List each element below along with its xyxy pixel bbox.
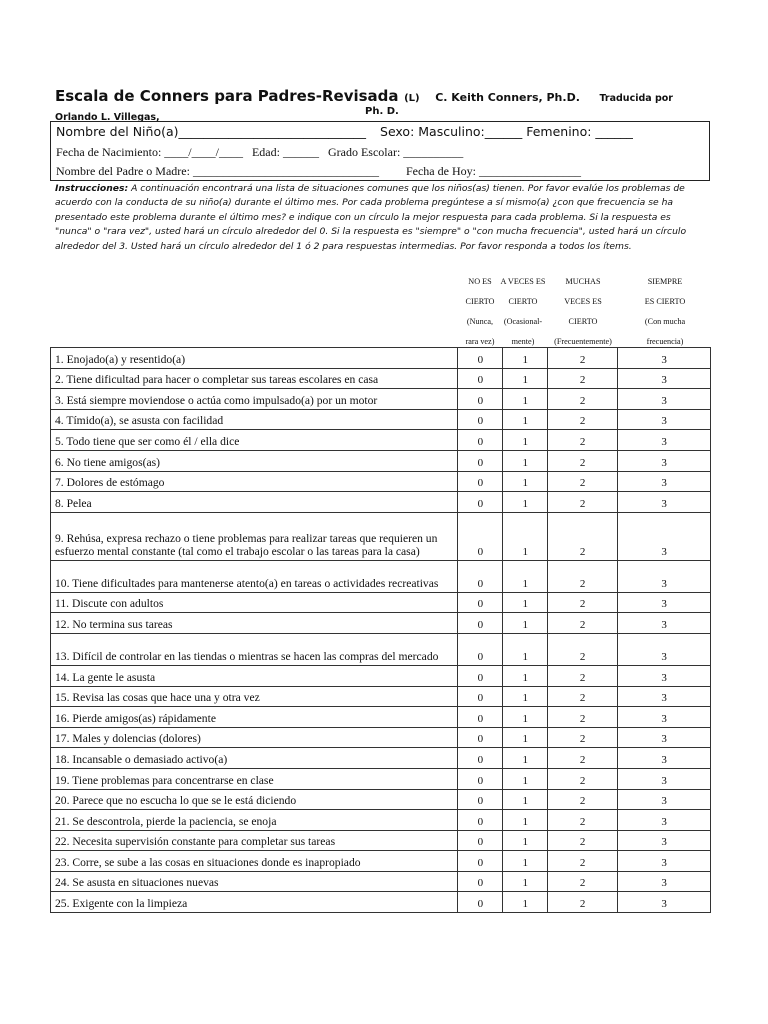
item-question: 7. Dolores de estómago — [51, 471, 458, 492]
score-option-0[interactable]: 0 — [458, 810, 503, 831]
col0-line3: (Nunca, — [466, 317, 494, 326]
table-row — [51, 430, 711, 451]
table-row — [51, 686, 711, 707]
score-option-3[interactable]: 3 — [618, 871, 711, 892]
score-option-2[interactable]: 2 — [548, 851, 618, 872]
score-option-1[interactable]: 1 — [503, 492, 548, 513]
score-option-0[interactable]: 0 — [458, 560, 503, 592]
table-row — [51, 389, 711, 410]
score-option-3[interactable]: 3 — [618, 512, 711, 560]
col1-line3: (Ocasional- — [503, 317, 543, 326]
score-option-2[interactable]: 2 — [548, 430, 618, 451]
score-option-0[interactable]: 0 — [458, 389, 503, 410]
col3-line3: (Con mucha — [644, 317, 686, 326]
item-question: 18. Incansable o demasiado activo(a) — [51, 748, 458, 769]
table-row — [51, 368, 711, 389]
score-option-0[interactable]: 0 — [458, 430, 503, 451]
col3-line2: ES CIERTO — [644, 297, 686, 306]
score-option-1[interactable]: 1 — [503, 348, 548, 369]
score-option-0[interactable]: 0 — [458, 409, 503, 430]
score-option-3[interactable]: 3 — [618, 430, 711, 451]
score-option-2[interactable]: 2 — [548, 368, 618, 389]
score-option-0[interactable]: 0 — [458, 830, 503, 851]
score-option-0[interactable]: 0 — [458, 368, 503, 389]
score-option-3[interactable]: 3 — [618, 665, 711, 686]
score-option-0[interactable]: 0 — [458, 471, 503, 492]
table-row — [51, 492, 711, 513]
score-option-1[interactable]: 1 — [503, 707, 548, 728]
score-option-1[interactable]: 1 — [503, 665, 548, 686]
score-option-3[interactable]: 3 — [618, 471, 711, 492]
score-option-0[interactable]: 0 — [458, 450, 503, 471]
item-question: 14. La gente le asusta — [51, 665, 458, 686]
col2-line4: (Frecuentemente) — [554, 337, 612, 346]
table-row — [51, 409, 711, 430]
title-text: Escala de Conners para Padres-Revisada — [55, 87, 399, 105]
item-question: 12. No termina sus tareas — [51, 613, 458, 634]
translator: Traducida por Orlando L. Villegas, — [55, 93, 673, 123]
score-option-2[interactable]: 2 — [548, 748, 618, 769]
score-option-3[interactable]: 3 — [618, 892, 711, 913]
col1-line2: CIERTO — [508, 297, 538, 306]
score-option-2[interactable]: 2 — [548, 409, 618, 430]
table-row — [51, 810, 711, 831]
items-table — [50, 347, 711, 913]
info-box — [50, 121, 710, 181]
item-question: 17. Males y dolencias (dolores) — [51, 727, 458, 748]
score-option-1[interactable]: 1 — [503, 633, 548, 665]
age-field[interactable]: Edad: ______ — [251, 145, 319, 159]
column-header-0 — [458, 277, 502, 357]
item-question: 13. Difícil de controlar en las tiendas o mientras se hacen las compras del mercado — [51, 633, 458, 665]
table-row — [51, 707, 711, 728]
item-question: 4. Tímido(a), se asusta con facilidad — [51, 409, 458, 430]
score-option-0[interactable]: 0 — [458, 592, 503, 613]
form-title — [55, 86, 715, 124]
score-option-0[interactable]: 0 — [458, 613, 503, 634]
today-date-field[interactable]: Fecha de Hoy: _________________ — [405, 164, 581, 178]
score-option-2[interactable]: 2 — [548, 686, 618, 707]
score-option-1[interactable]: 1 — [503, 389, 548, 410]
table-row — [51, 768, 711, 789]
score-option-2[interactable]: 2 — [548, 892, 618, 913]
score-option-3[interactable]: 3 — [618, 768, 711, 789]
item-question: 15. Revisa las cosas que hace una y otra vez — [51, 686, 458, 707]
score-option-3[interactable]: 3 — [618, 348, 711, 369]
score-option-1[interactable]: 1 — [503, 768, 548, 789]
score-option-1[interactable]: 1 — [503, 871, 548, 892]
col2-line3: CIERTO — [568, 317, 598, 326]
score-option-3[interactable]: 3 — [618, 450, 711, 471]
item-question: 5. Todo tiene que ser como él / ella dice — [51, 430, 458, 451]
score-option-2[interactable]: 2 — [548, 789, 618, 810]
score-option-0[interactable]: 0 — [458, 871, 503, 892]
item-question: 10. Tiene dificultades para mantenerse atento(a) en tareas o actividades recreativas — [51, 560, 458, 592]
score-option-0[interactable]: 0 — [458, 768, 503, 789]
table-row — [51, 560, 711, 592]
table-row — [51, 665, 711, 686]
column-header-3 — [623, 277, 707, 357]
score-option-3[interactable]: 3 — [618, 633, 711, 665]
score-option-1[interactable]: 1 — [503, 789, 548, 810]
score-option-2[interactable]: 2 — [548, 633, 618, 665]
table-row — [51, 871, 711, 892]
item-question: 9. Rehúsa, expresa rechazo o tiene problemas para realizar tareas que requieren un esfuerzo mental constante (tal como el trabajo escolar o las tareas para la casa) — [51, 512, 458, 560]
item-question: 19. Tiene problemas para concentrarse en clase — [51, 768, 458, 789]
score-option-0[interactable]: 0 — [458, 665, 503, 686]
score-option-2[interactable]: 2 — [548, 450, 618, 471]
column-header-1 — [500, 277, 546, 357]
score-option-2[interactable]: 2 — [548, 768, 618, 789]
score-option-2[interactable]: 2 — [548, 871, 618, 892]
instructions — [55, 182, 710, 254]
score-option-1[interactable]: 1 — [503, 592, 548, 613]
score-option-1[interactable]: 1 — [503, 450, 548, 471]
score-option-0[interactable]: 0 — [458, 789, 503, 810]
col2-line1: MUCHAS — [565, 277, 601, 286]
score-option-2[interactable]: 2 — [548, 389, 618, 410]
score-option-2[interactable]: 2 — [548, 707, 618, 728]
table-row — [51, 592, 711, 613]
translator-suffix: Ph. D. — [365, 106, 399, 117]
score-option-1[interactable]: 1 — [503, 892, 548, 913]
score-option-0[interactable]: 0 — [458, 492, 503, 513]
item-question: 6. No tiene amigos(as) — [51, 450, 458, 471]
score-option-2[interactable]: 2 — [548, 560, 618, 592]
score-option-3[interactable]: 3 — [618, 727, 711, 748]
score-option-1[interactable]: 1 — [503, 851, 548, 872]
item-question: 21. Se descontrola, pierde la paciencia, se enoja — [51, 810, 458, 831]
score-option-0[interactable]: 0 — [458, 707, 503, 728]
table-row — [51, 748, 711, 769]
table-row — [51, 727, 711, 748]
table-row — [51, 348, 711, 369]
item-question: 11. Discute con adultos — [51, 592, 458, 613]
birth-date-field[interactable]: Fecha de Nacimiento: ____/____/____ — [56, 145, 243, 159]
score-option-2[interactable]: 2 — [548, 492, 618, 513]
score-option-3[interactable]: 3 — [618, 789, 711, 810]
score-option-1[interactable]: 1 — [503, 810, 548, 831]
score-option-1[interactable]: 1 — [503, 471, 548, 492]
score-option-0[interactable]: 0 — [458, 348, 503, 369]
col0-line2: CIERTO — [465, 297, 495, 306]
score-option-1[interactable]: 1 — [503, 512, 548, 560]
score-option-0[interactable]: 0 — [458, 727, 503, 748]
score-option-3[interactable]: 3 — [618, 707, 711, 728]
score-option-2[interactable]: 2 — [548, 665, 618, 686]
score-option-1[interactable]: 1 — [503, 727, 548, 748]
score-option-3[interactable]: 3 — [618, 810, 711, 831]
score-option-3[interactable]: 3 — [618, 368, 711, 389]
item-question: 24. Se asusta en situaciones nuevas — [51, 871, 458, 892]
item-question: 1. Enojado(a) y resentido(a) — [51, 348, 458, 369]
score-option-3[interactable]: 3 — [618, 409, 711, 430]
col1-line1: A VECES ES — [500, 277, 546, 286]
score-option-1[interactable]: 1 — [503, 686, 548, 707]
score-option-2[interactable]: 2 — [548, 592, 618, 613]
item-question: 22. Necesita supervisión constante para completar sus tareas — [51, 830, 458, 851]
item-question: 23. Corre, se sube a las cosas en situaciones donde es inapropiado — [51, 851, 458, 872]
table-row — [51, 851, 711, 872]
score-option-0[interactable]: 0 — [458, 512, 503, 560]
item-question: 16. Pierde amigos(as) rápidamente — [51, 707, 458, 728]
score-option-3[interactable]: 3 — [618, 613, 711, 634]
col0-line4: rara vez) — [465, 337, 495, 346]
col3-line1: SIEMPRE — [647, 277, 683, 286]
score-option-1[interactable]: 1 — [503, 830, 548, 851]
score-option-3[interactable]: 3 — [618, 592, 711, 613]
col0-line1: NO ES — [468, 277, 492, 286]
column-header-2 — [547, 277, 619, 357]
score-option-1[interactable]: 1 — [503, 748, 548, 769]
table-row — [51, 512, 711, 560]
col3-line4: frecuencia) — [646, 337, 684, 346]
table-row — [51, 450, 711, 471]
grade-field[interactable]: Grado Escolar: __________ — [327, 145, 464, 159]
table-row — [51, 830, 711, 851]
score-option-3[interactable]: 3 — [618, 389, 711, 410]
item-question: 3. Está siempre moviendose o actúa como impulsado(a) por un motor — [51, 389, 458, 410]
instructions-label: Instrucciones: — [55, 183, 129, 194]
score-option-2[interactable]: 2 — [548, 348, 618, 369]
table-row — [51, 892, 711, 913]
score-option-3[interactable]: 3 — [618, 851, 711, 872]
col2-line2: VECES ES — [564, 297, 602, 306]
item-question: 8. Pelea — [51, 492, 458, 513]
item-question: 25. Exigente con la limpieza — [51, 892, 458, 913]
score-option-0[interactable]: 0 — [458, 633, 503, 665]
score-option-0[interactable]: 0 — [458, 892, 503, 913]
col1-line4: mente) — [511, 337, 535, 346]
score-option-1[interactable]: 1 — [503, 430, 548, 451]
item-question: 2. Tiene dificultad para hacer o completar sus tareas escolares en casa — [51, 368, 458, 389]
score-option-3[interactable]: 3 — [618, 748, 711, 769]
score-option-2[interactable]: 2 — [548, 830, 618, 851]
table-row — [51, 471, 711, 492]
table-row — [51, 633, 711, 665]
score-option-2[interactable]: 2 — [548, 471, 618, 492]
item-question: 20. Parece que no escucha lo que se le está diciendo — [51, 789, 458, 810]
score-option-3[interactable]: 3 — [618, 686, 711, 707]
score-option-1[interactable]: 1 — [503, 368, 548, 389]
score-option-1[interactable]: 1 — [503, 409, 548, 430]
score-option-3[interactable]: 3 — [618, 492, 711, 513]
instructions-text: A continuación encontrará una lista de situaciones comunes que los niños(as) tienen. Por favor evalúe los problemas de acuerdo con la conducta de su niño(a) durante el último mes. Por cada problema pregúntese a sí mismo(a) ¿con que frecuencia se ha presentado este problema durante el último mes? e indique con un círculo la mejor respuesta para cada problema. Si la respuesta es "nunca" o "rara vez", usted hará un círculo alrededor del 0. Si la respuesta es "siempre" o "con mucha frecuencia", usted hará un círculo alrededor del 3. Usted hará un círculo alrededor del 1 ó 2 para respuestas intermedias. Por favor responda a todos los ítems. — [55, 183, 687, 252]
score-option-0[interactable]: 0 — [458, 686, 503, 707]
score-option-2[interactable]: 2 — [548, 727, 618, 748]
score-option-0[interactable]: 0 — [458, 748, 503, 769]
score-option-1[interactable]: 1 — [503, 560, 548, 592]
child-name-field[interactable]: Nombre del Niño(a)______________________________ — [56, 124, 367, 139]
table-row — [51, 613, 711, 634]
score-option-2[interactable]: 2 — [548, 512, 618, 560]
score-option-0[interactable]: 0 — [458, 851, 503, 872]
parent-name-field[interactable]: Nombre del Padre o Madre: _______________________________ — [56, 164, 379, 178]
score-option-3[interactable]: 3 — [618, 830, 711, 851]
table-row — [51, 789, 711, 810]
sex-field[interactable]: Sexo: Masculino:______ Femenino: ______ — [380, 124, 633, 139]
author: C. Keith Conners, Ph.D. — [435, 91, 580, 104]
score-option-2[interactable]: 2 — [548, 810, 618, 831]
score-option-1[interactable]: 1 — [503, 613, 548, 634]
score-option-2[interactable]: 2 — [548, 613, 618, 634]
title-variant: (L) — [404, 93, 420, 104]
score-option-3[interactable]: 3 — [618, 560, 711, 592]
